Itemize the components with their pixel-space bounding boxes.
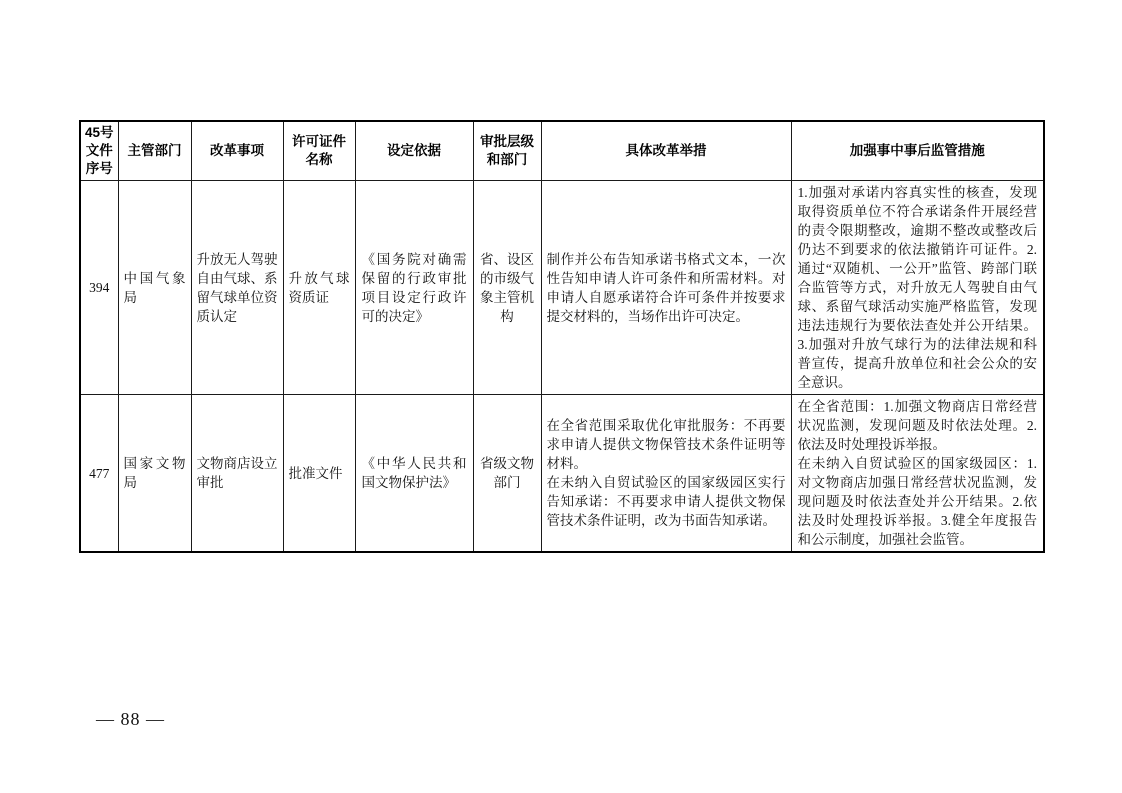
- reform-table-container: [79, 120, 1045, 553]
- table-row-477: [80, 395, 1044, 553]
- cell-reform-item: 升放无人驾驶自由气球、系留气球单位资质认定: [191, 181, 283, 395]
- header-reform-measures: 具体改革举措: [541, 121, 791, 181]
- cell-basis: 《国务院对确需保留的行政审批项目设定行政许可的决定》: [355, 181, 473, 395]
- paragraph: 在未纳入自贸试验区的国家级园区：1.对文物商店加强日常经营状况监测，发现问题及时依法查处并公开结果。2.依法及时处理投诉举报。3.健全年度报告和公示制度，加强社会监管。: [797, 456, 1037, 547]
- approval-reform-table: [79, 120, 1045, 553]
- header-department: 主管部门: [118, 121, 191, 181]
- cell-department: 国家文物局: [118, 395, 191, 553]
- paragraph: 制作并公布告知承诺书格式文本，一次性告知申请人许可条件和所需材料。对申请人自愿承诺符合许可条件并按要求提交材料的，当场作出许可决定。: [546, 251, 786, 324]
- cell-supervision-measures: [791, 181, 1044, 395]
- paragraph: 在全省范围采取优化审批服务：不再要求申请人提供文物保管技术条件证明等材料。: [546, 418, 786, 471]
- paragraph: 在未纳入自贸试验区的国家级园区实行告知承诺：不再要求申请人提供文物保管技术条件证明，改为书面告知承诺。: [546, 475, 786, 528]
- header-license-name: 许可证件名称: [283, 121, 355, 181]
- cell-supervision-measures: [791, 395, 1044, 553]
- header-seq: 45号文件序号: [80, 121, 118, 181]
- cell-seq: 477: [80, 395, 118, 553]
- cell-basis: 《中华人民共和国文物保护法》: [355, 395, 473, 553]
- table-row-394: [80, 181, 1044, 395]
- cell-reform-measures: [541, 181, 791, 395]
- cell-license-name: 升放气球资质证: [283, 181, 355, 395]
- cell-license-name: 批准文件: [283, 395, 355, 553]
- cell-approval-level: 省、设区的市级气象主管机构: [473, 181, 541, 395]
- cell-reform-measures: [541, 395, 791, 553]
- header-reform-item: 改革事项: [191, 121, 283, 181]
- header-supervision-measures: 加强事中事后监管措施: [791, 121, 1044, 181]
- cell-reform-item: 文物商店设立审批: [191, 395, 283, 553]
- header-approval-level: 审批层级和部门: [473, 121, 541, 181]
- cell-department: 中国气象局: [118, 181, 191, 395]
- page-number: — 88 —: [96, 709, 165, 729]
- table-header-row: [80, 121, 1044, 181]
- paragraph: 在全省范围：1.加强文物商店日常经营状况监测，发现问题及时依法处理。2.依法及时处理投诉举报。: [797, 399, 1037, 452]
- cell-approval-level: 省级文物部门: [473, 395, 541, 553]
- cell-seq: 394: [80, 181, 118, 395]
- header-basis: 设定依据: [355, 121, 473, 181]
- paragraph: 1.加强对承诺内容真实性的核查，发现取得资质单位不符合承诺条件开展经营的责令限期整改，逾期不整改或整改后仍达不到要求的依法撤销许可证件。2.通过“双随机、一公开”监管、跨部门联合监管等方式，对升放无人驾驶自由气球、系留气球活动实施严格监管，发现违法违规行为要依法查处并公开结果。3.加强对升放气球行为的法律法规和科普宣传，提高升放单位和社会公众的安全意识。: [797, 185, 1037, 390]
